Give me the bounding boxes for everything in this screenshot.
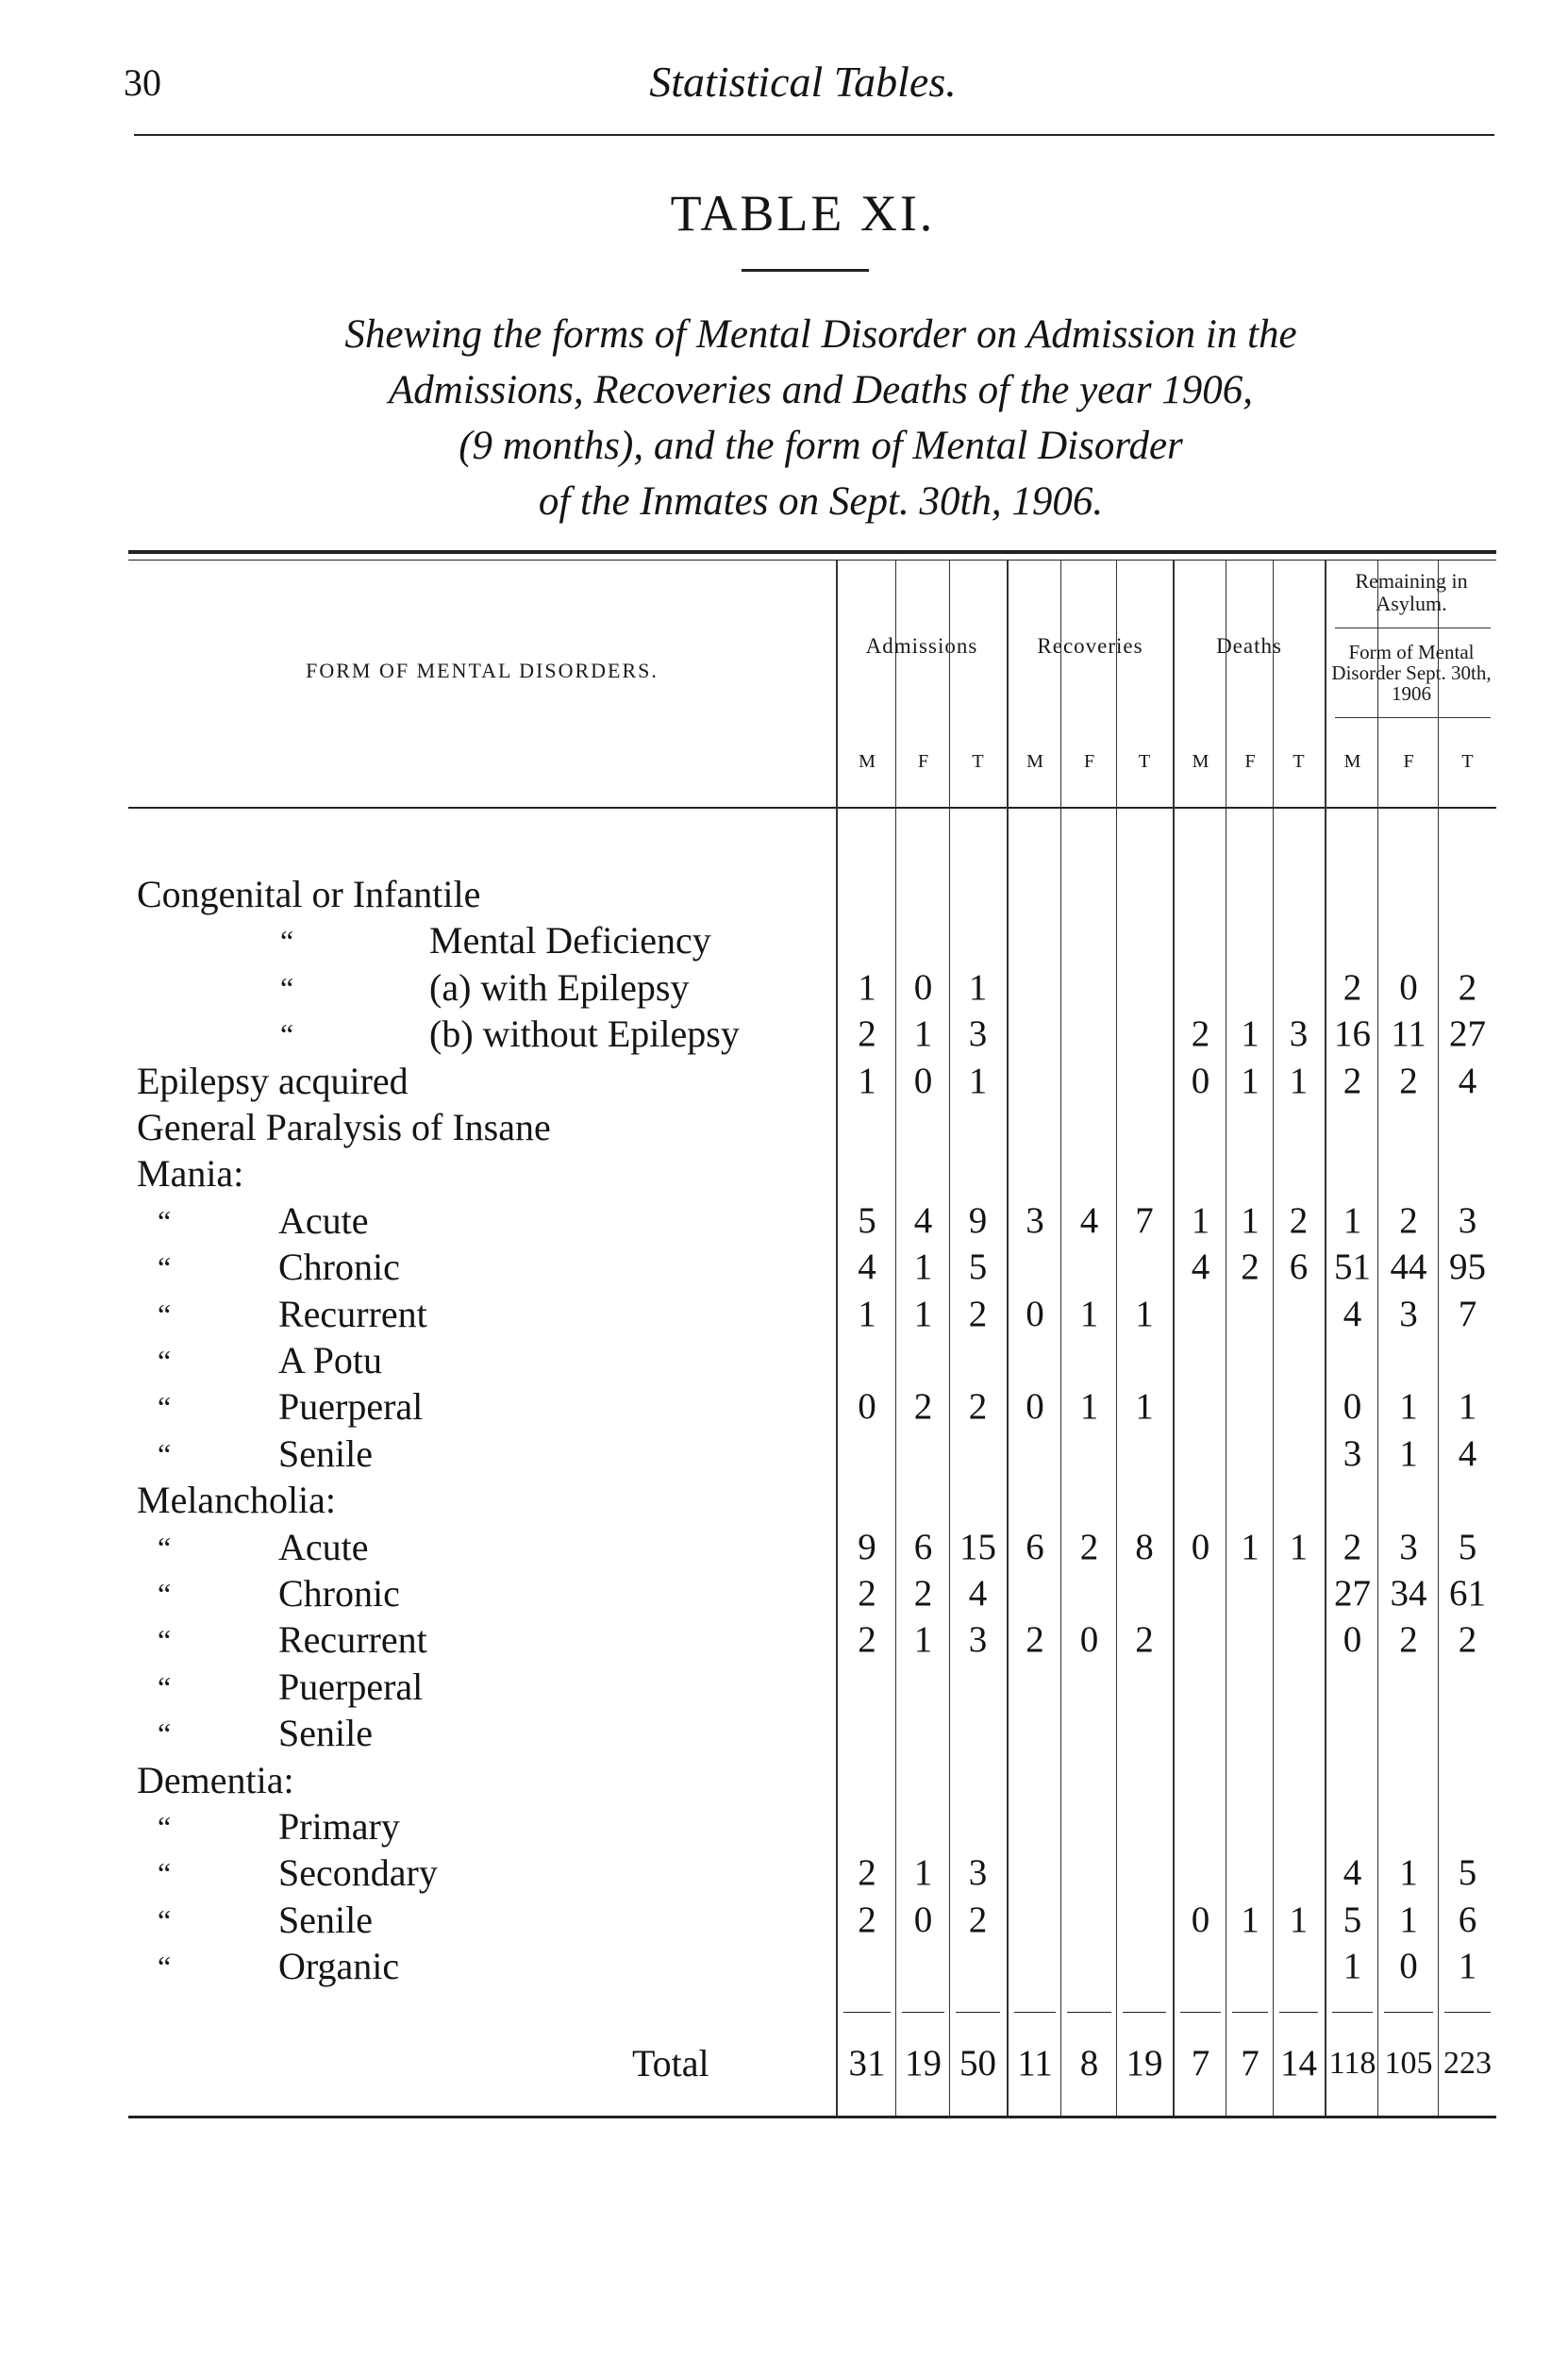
table-cell: 1: [1399, 1899, 1418, 1940]
row-label-text: Mania:: [137, 1152, 244, 1196]
total-cell: 19: [1126, 2043, 1163, 2084]
table-cell: 0: [913, 1060, 933, 1101]
row-label-text: Epilepsy acquired: [137, 1059, 409, 1102]
table-title: TABLE XI.: [670, 185, 936, 242]
table-cell: 2: [1343, 1526, 1362, 1567]
form-of-disorder-header: Form of Mental Disorder Sept. 30th, 1906: [1331, 641, 1492, 705]
table-cell: 16: [1334, 1013, 1371, 1055]
table-cell: 7: [1458, 1293, 1477, 1334]
table-cell: 0: [1343, 1619, 1362, 1661]
table-cell: 0: [1191, 1899, 1210, 1940]
header-rule: [134, 134, 1494, 136]
total-cell: 31: [848, 2043, 886, 2084]
table-cell: 1: [1191, 1199, 1210, 1241]
table-cell: 1: [1399, 1432, 1418, 1474]
table-cell: 1: [913, 1013, 933, 1055]
table-cell: 4: [913, 1199, 933, 1241]
ditto-mark: “: [158, 1250, 172, 1285]
table-cell: 15: [959, 1526, 996, 1567]
table-cell: 4: [1191, 1247, 1210, 1288]
table-cell: 9: [968, 1199, 988, 1241]
ditto-mark: “: [158, 1344, 172, 1378]
table-cell: 1: [968, 966, 988, 1008]
sum-rule: [956, 2012, 1000, 2013]
table-cell: 0: [1191, 1526, 1210, 1567]
row-label-text: Recurrent: [278, 1618, 427, 1662]
sum-rule: [1067, 2012, 1111, 2013]
total-label: Total: [632, 2042, 709, 2084]
table-cell: 2: [1399, 1619, 1418, 1661]
mft-header-cell: F: [1083, 751, 1095, 772]
total-cell: 105: [1384, 2046, 1433, 2081]
sum-rule: [1332, 2012, 1373, 2013]
table-cell: 1: [1135, 1293, 1154, 1334]
ditto-mark: “: [158, 1390, 172, 1425]
table-cell: 4: [858, 1247, 876, 1288]
mft-header-cell: T: [1138, 751, 1151, 772]
subtitle-line: of the Inmates on Sept. 30th, 1906.: [538, 479, 1104, 524]
table-cell: 6: [913, 1526, 933, 1567]
subtitle-line: (9 months), and the form of Mental Disorder: [459, 424, 1183, 468]
form-column-header: FORM OF MENTAL DISORDERS.: [306, 659, 659, 682]
column-rule: [1060, 560, 1061, 2116]
total-cell: 11: [1017, 2043, 1053, 2084]
table-cell: 3: [968, 1619, 988, 1661]
table-cell: 1: [858, 1293, 876, 1334]
table-cell: 1: [1343, 1199, 1362, 1241]
mft-header-cell: T: [1461, 751, 1474, 772]
table-cell: 0: [1026, 1386, 1044, 1428]
page-number: 30: [124, 61, 161, 104]
ditto-mark: “: [158, 1810, 172, 1844]
table-cell: 4: [1343, 1852, 1362, 1894]
row-label-text: Senile: [278, 1712, 373, 1755]
table-cell: 2: [1135, 1619, 1154, 1661]
table-cell: 2: [913, 1386, 933, 1428]
table-cell: 1: [858, 1060, 876, 1101]
ditto-mark: “: [158, 1577, 172, 1611]
table-cell: 1: [1458, 1946, 1477, 1987]
ditto-mark: “: [158, 1902, 172, 1937]
row-label-text: Dementia:: [137, 1758, 294, 1801]
table-cell: 95: [1449, 1247, 1486, 1288]
row-label-text: (a) with Epilepsy: [429, 965, 690, 1009]
ditto-mark: “: [158, 1669, 172, 1704]
table-cell: 1: [968, 1060, 988, 1101]
table-cell: 1: [1135, 1386, 1154, 1428]
table-cell: 2: [858, 1852, 876, 1894]
table-cell: 3: [1343, 1432, 1362, 1474]
total-cell: 118: [1328, 2046, 1376, 2081]
row-label-text: Melancholia:: [137, 1479, 337, 1522]
table-cell: 1: [913, 1293, 933, 1334]
table-top-rule-thin: [128, 560, 1496, 561]
table-cell: 2: [1343, 1060, 1362, 1101]
table-cell: 27: [1334, 1573, 1371, 1614]
table-bottom-rule: [128, 2116, 1496, 2118]
table-cell: 2: [1079, 1526, 1099, 1567]
sum-rule: [1232, 2012, 1268, 2013]
ditto-mark: “: [280, 1017, 294, 1052]
table-cell: 6: [1289, 1247, 1309, 1288]
table-cell: 1: [1241, 1199, 1259, 1241]
table-cell: 44: [1390, 1247, 1427, 1288]
row-label-text: Puerperal: [278, 1665, 424, 1708]
ditto-mark: “: [158, 1203, 172, 1238]
deaths-header: Deaths: [1216, 634, 1282, 658]
row-label-text: Acute: [278, 1198, 369, 1242]
title-rule: [742, 269, 869, 272]
table-cell: 1: [1241, 1526, 1259, 1567]
row-label-text: Primary: [278, 1805, 400, 1848]
table-cell: 4: [1458, 1432, 1477, 1474]
table-cell: 5: [968, 1247, 988, 1288]
table-cell: 2: [968, 1899, 988, 1940]
row-label-text: Acute: [278, 1525, 369, 1568]
table-cell: 0: [1026, 1293, 1044, 1334]
table-cell: 34: [1390, 1573, 1427, 1614]
table-cell: 5: [1458, 1526, 1477, 1567]
row-label-text: Mental Deficiency: [429, 919, 711, 962]
table-cell: 4: [968, 1573, 988, 1614]
table-cell: 1: [913, 1247, 933, 1288]
sum-rule: [1384, 2012, 1433, 2013]
mft-header-cell: M: [1343, 751, 1361, 772]
ditto-mark: “: [158, 1530, 172, 1565]
column-rule: [1116, 560, 1117, 2116]
table-cell: 7: [1135, 1199, 1154, 1241]
table-cell: 6: [1026, 1526, 1044, 1567]
table-cell: 2: [968, 1293, 988, 1334]
total-cell: 8: [1079, 2043, 1099, 2084]
mft-header-cell: F: [917, 751, 929, 772]
column-rule: [1173, 560, 1175, 2116]
mft-header-cell: M: [1026, 751, 1043, 772]
table-cell: 1: [1241, 1013, 1259, 1055]
remaining-header: Remaining in Asylum.: [1355, 569, 1468, 615]
sum-rule: [1279, 2012, 1318, 2013]
table-cell: 1: [1289, 1060, 1309, 1101]
table-cell: 2: [913, 1573, 933, 1614]
table-cell: 2: [1399, 1199, 1418, 1241]
table-cell: 1: [1399, 1852, 1418, 1894]
table-cell: 27: [1449, 1013, 1486, 1055]
table-cell: 3: [1026, 1199, 1044, 1241]
table-cell: 0: [1343, 1386, 1362, 1428]
table-subtitle: [160, 307, 1481, 529]
table-cell: 1: [913, 1852, 933, 1894]
ditto-mark: “: [158, 1950, 172, 1984]
total-cell: 50: [959, 2043, 996, 2084]
table-cell: 0: [1079, 1619, 1099, 1661]
sum-rule: [843, 2012, 891, 2013]
table-cell: 3: [968, 1013, 988, 1055]
row-label-text: Chronic: [278, 1572, 400, 1615]
mft-header-cell: F: [1403, 751, 1414, 772]
table-cell: 1: [1241, 1060, 1259, 1101]
table-cell: 0: [913, 966, 933, 1008]
row-label-text: Recurrent: [278, 1292, 427, 1335]
table-cell: 2: [1191, 1013, 1210, 1055]
total-cell: 19: [905, 2043, 942, 2084]
sum-rule: [1014, 2012, 1056, 2013]
table-cell: 0: [913, 1899, 933, 1940]
ditto-mark: “: [158, 1297, 172, 1331]
sum-rule: [902, 2012, 944, 2013]
table-cell: 2: [1343, 966, 1362, 1008]
table-cell: 0: [1399, 966, 1418, 1008]
table-top-rule: [128, 550, 1496, 554]
running-head: Statistical Tables.: [649, 58, 957, 106]
row-label-text: Congenital or Infantile: [137, 873, 481, 915]
table-cell: 1: [1458, 1386, 1477, 1428]
table-cell: 51: [1334, 1247, 1371, 1288]
mft-header-cell: T: [1293, 751, 1305, 772]
total-cell: 7: [1241, 2043, 1259, 2084]
mft-header-cell: T: [972, 751, 984, 772]
table-cell: 2: [858, 1619, 876, 1661]
table-cell: 1: [1241, 1899, 1259, 1940]
column-rule: [1273, 560, 1274, 2116]
total-cell: 223: [1443, 2046, 1492, 2081]
table-cell: 9: [858, 1526, 876, 1567]
table-cell: 2: [858, 1573, 876, 1614]
table-cell: 61: [1449, 1573, 1486, 1614]
row-label-text: A Potu: [278, 1339, 383, 1381]
row-label-text: Chronic: [278, 1246, 400, 1289]
table-cell: 0: [858, 1386, 876, 1428]
subtitle-line: Admissions, Recoveries and Deaths of the year 1906,: [389, 368, 1253, 412]
ditto-mark: “: [158, 1623, 172, 1658]
row-label-text: Senile: [278, 1431, 373, 1475]
column-rule: [1007, 560, 1009, 2116]
admissions-header: Admissions: [865, 634, 978, 658]
table-cell: 2: [1026, 1619, 1044, 1661]
ditto-mark: “: [280, 924, 294, 959]
table-cell: 1: [1079, 1293, 1099, 1334]
table-cell: 2: [1458, 966, 1477, 1008]
row-label-text: Senile: [278, 1898, 373, 1941]
row-label-text: (b) without Epilepsy: [429, 1013, 740, 1056]
table-cell: 6: [1458, 1899, 1477, 1940]
table-header-rule: [128, 807, 1496, 809]
table-cell: 11: [1391, 1013, 1426, 1055]
total-cell: 14: [1280, 2043, 1317, 2084]
table-cell: 2: [858, 1899, 876, 1940]
table-cell: 3: [1399, 1526, 1418, 1567]
ditto-mark: “: [158, 1856, 172, 1891]
total-cell: 7: [1191, 2043, 1210, 2084]
sum-rule: [1180, 2012, 1221, 2013]
table-cell: 2: [1241, 1247, 1259, 1288]
table-cell: 1: [858, 966, 876, 1008]
ditto-mark: “: [158, 1436, 172, 1471]
row-label-text: Secondary: [278, 1851, 438, 1895]
recoveries-header: Recoveries: [1037, 634, 1143, 658]
table-cell: 0: [1399, 1946, 1418, 1987]
ditto-mark: “: [280, 970, 294, 1005]
table-cell: 4: [1343, 1293, 1362, 1334]
table-cell: 1: [1343, 1946, 1362, 1987]
table-cell: 4: [1079, 1199, 1099, 1241]
table-cell: 1: [1289, 1526, 1309, 1567]
table-cell: 2: [858, 1013, 876, 1055]
table-cell: 2: [1458, 1619, 1477, 1661]
table-cell: 3: [1458, 1199, 1477, 1241]
row-label-text: General Paralysis of Insane: [137, 1106, 551, 1148]
mft-header-cell: M: [1192, 751, 1209, 772]
table-cell: 2: [968, 1386, 988, 1428]
sum-rule: [1444, 2012, 1491, 2013]
table-cell: 0: [1191, 1060, 1210, 1101]
table-cell: 4: [1458, 1060, 1477, 1101]
row-label-text: Organic: [278, 1945, 400, 1988]
table-cell: 2: [1289, 1199, 1309, 1241]
sum-rule: [1123, 2012, 1166, 2013]
table-cell: 3: [968, 1852, 988, 1894]
mft-header-cell: M: [859, 751, 876, 772]
table-cell: 1: [1079, 1386, 1099, 1428]
table-cell: 3: [1399, 1293, 1418, 1334]
mft-header-cell: F: [1244, 751, 1256, 772]
subtitle-line: Shewing the forms of Mental Disorder on Admission in the: [344, 312, 1297, 357]
table-cell: 1: [913, 1619, 933, 1661]
table-cell: 1: [1289, 1899, 1309, 1940]
table-cell: 5: [858, 1199, 876, 1241]
table-cell: 1: [1399, 1386, 1418, 1428]
remaining-subrule-lower: [1335, 717, 1491, 718]
table-cell: 5: [1343, 1899, 1362, 1940]
ditto-mark: “: [158, 1716, 172, 1751]
row-label-text: Puerperal: [278, 1385, 424, 1429]
table-cell: 2: [1399, 1060, 1418, 1101]
table-cell: 3: [1289, 1013, 1309, 1055]
table-cell: 5: [1458, 1852, 1477, 1894]
table-cell: 8: [1135, 1526, 1154, 1567]
